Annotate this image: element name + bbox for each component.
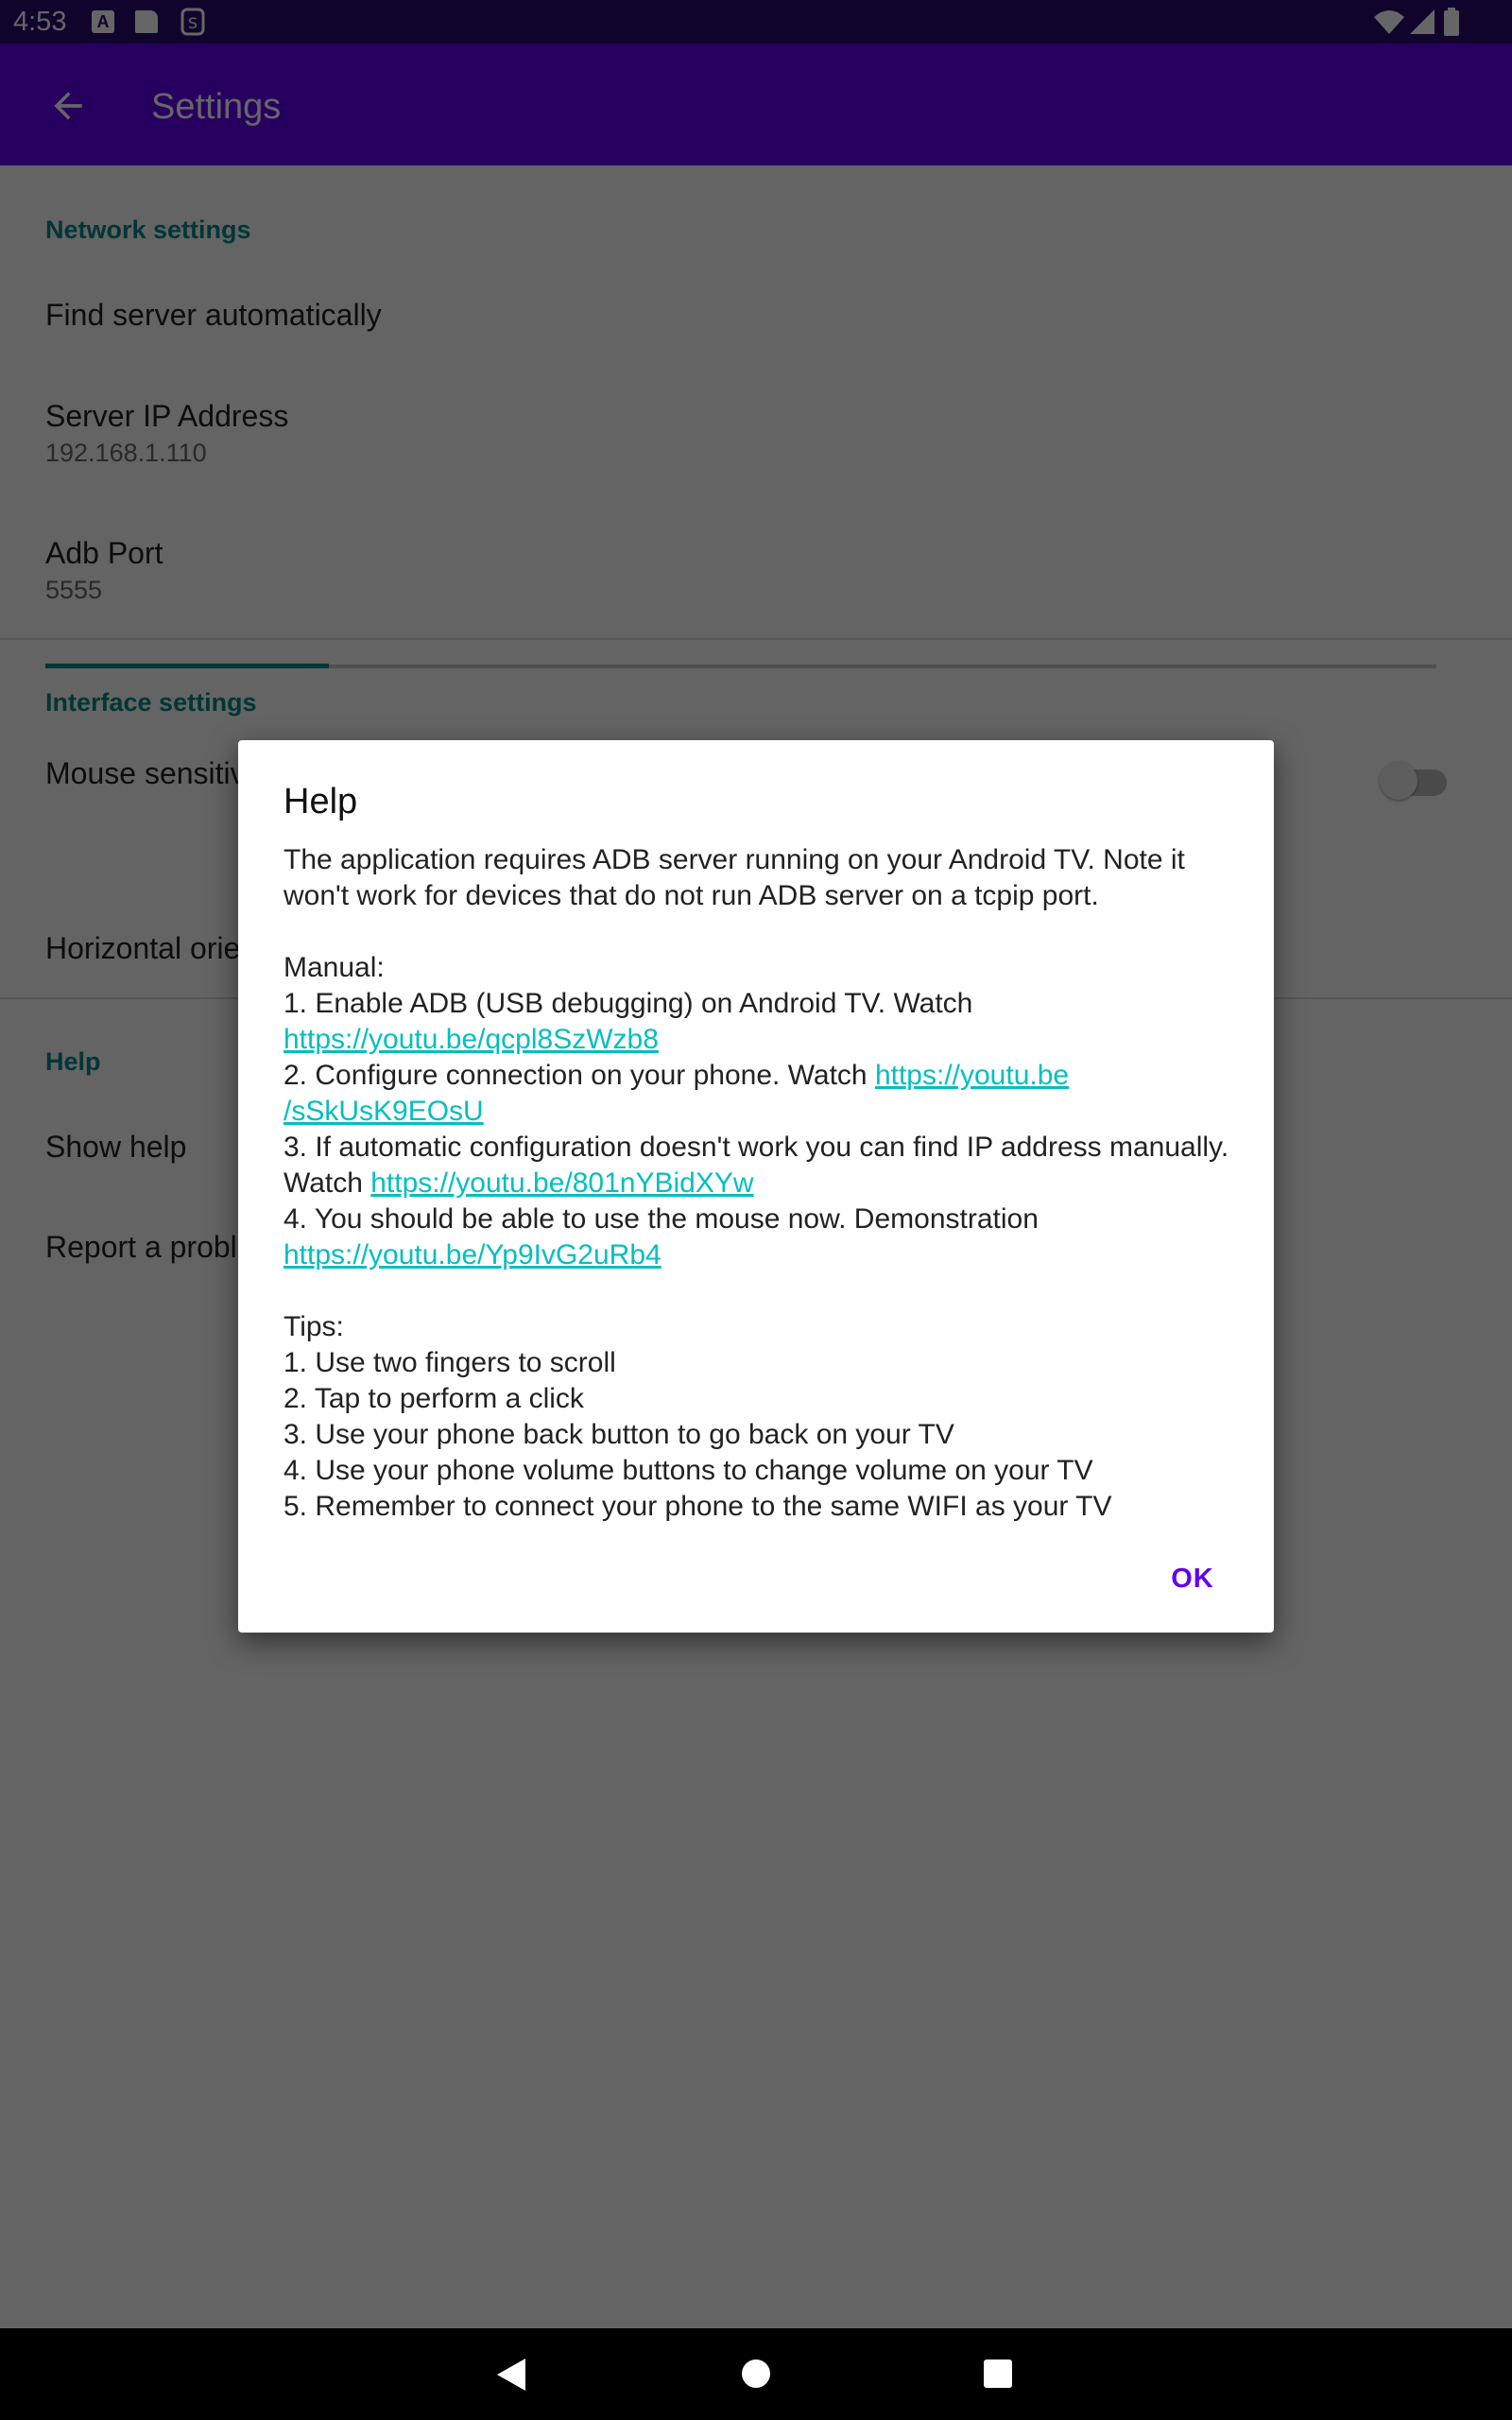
- tip-item: 1. Use two fingers to scroll: [284, 1347, 616, 1378]
- step-3-link[interactable]: https://youtu.be/801nYBidXYw: [370, 1167, 754, 1199]
- dialog-title: Help: [284, 782, 358, 821]
- ok-button[interactable]: OK: [1171, 1564, 1214, 1594]
- manual-step-4: [284, 1201, 1238, 1273]
- intro-text: The application requires ADB server running on your Android TV. Note it won't work for devices that do not run ADB server on a tcpip port.: [284, 844, 1185, 911]
- help-dialog: [238, 740, 1274, 1633]
- step-4-link[interactable]: https://youtu.be/Yp9IvG2uRb4: [284, 1239, 662, 1270]
- manual-header: Manual:: [284, 952, 385, 983]
- dialog-message: [284, 842, 1238, 1525]
- tip-item: 3. Use your phone back button to go back on your TV: [284, 1419, 954, 1450]
- navigation-bar: [0, 2328, 1512, 2420]
- step-1-link[interactable]: https://youtu.be/qcpl8SzWzb8: [284, 1024, 659, 1055]
- back-triangle-icon[interactable]: [495, 2357, 527, 2393]
- manual-step-1: [284, 986, 1238, 1058]
- step-1-text: 1. Enable ADB (USB debugging) on Android TV. Watch: [284, 988, 973, 1019]
- home-circle-icon[interactable]: [741, 2359, 771, 2389]
- tip-item: 5. Remember to connect your phone to the same WIFI as your TV: [284, 1491, 1112, 1522]
- manual-step-2: [284, 1058, 1238, 1130]
- manual-step-3: [284, 1130, 1238, 1201]
- step-2-text: 2. Configure connection on your phone. Watch: [284, 1060, 868, 1091]
- tips-header: Tips:: [284, 1311, 344, 1342]
- tip-item: 4. Use your phone volume buttons to change volume on your TV: [284, 1455, 1093, 1486]
- recents-square-icon[interactable]: [983, 2359, 1013, 2389]
- step-3-text: 3. If automatic configuration doesn't work you can find IP address manually. Watch: [284, 1132, 1229, 1199]
- step-2-link[interactable]: https://youtu.be /sSkUsK9EOsU: [284, 1060, 1070, 1127]
- step-4-text: 4. You should be able to use the mouse now. Demonstration: [284, 1203, 1039, 1235]
- tip-item: 2. Tap to perform a click: [284, 1383, 584, 1414]
